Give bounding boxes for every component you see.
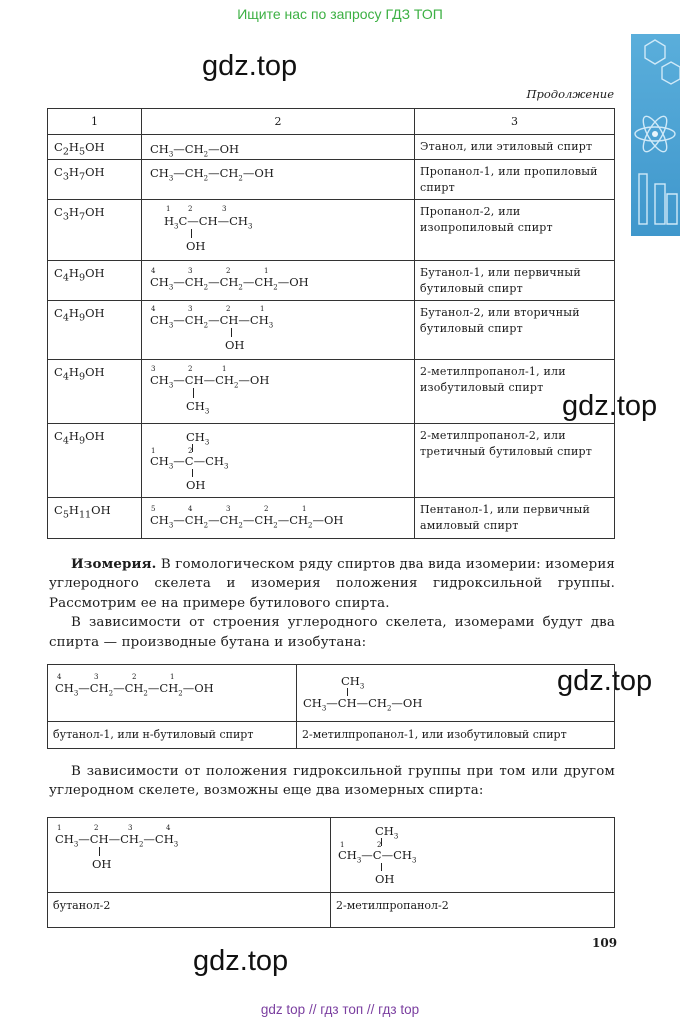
footer-links[interactable]: gdz top // гдз топ // гдз top [260,1002,420,1017]
isomer-label: бутанол-2 [48,893,331,928]
alcohol-name: Пропанол-1, или пропиловый спирт [415,160,615,200]
isomer-label: бутанол-1, или н-бутиловый спирт [48,722,297,749]
search-banner[interactable]: Ищите нас по запросу ГДЗ ТОП [237,6,443,22]
body-text: В гомологическом ряду спиртов два вида изомерии: изомерия углеродного скелета и изомерия положения гидроксильной группы. Рассмотрим ее на примере бутилового спирта. [49,557,615,611]
alcohol-name: 2-метилпропанол-1, или изобутиловый спирт [415,360,615,424]
watermark: gdz.top [193,945,289,977]
isomer-label: 2-метилпропанол-1, или изобутиловый спирт [297,722,615,749]
structural-formula: $CH_3$ $CH_3—CH—CH_2—OH$ [297,665,615,722]
page-number: 109 [592,936,618,950]
structural-formula: $CH_3—CH_2—OH$ [142,135,415,160]
table-row [48,424,615,498]
molecular-formula: $C_5H_{11}OH$ [48,498,142,539]
table-row [48,261,615,301]
isomer-label: 2-метилпропанол-2 [331,893,615,928]
structural-formula: 3 2 1 $CH_3—CH—CH_2—OH$ $CH_3$ [142,360,415,424]
alcohol-name: Пропанол-2, или изопропиловый спирт [415,200,615,261]
watermark: gdz.top [557,665,653,697]
table-row [48,360,615,424]
table-header-row [48,109,615,135]
table-row [48,200,615,261]
alcohol-name: Этанол, или этиловый спирт [415,135,615,160]
col-header: 1 [48,109,142,135]
position-isomers-paragraph [49,762,615,801]
table-row [48,498,615,539]
molecular-formula: $C_3H_7OH$ [48,200,142,261]
watermark: gdz.top [562,390,658,422]
molecular-formula: $C_3H_7OH$ [48,160,142,200]
alcohol-name: Бутанол-2, или вторичный бутиловый спирт [415,301,615,360]
body-text: В зависимости от положения гидроксильной группы при том или другом углеродном скелете, возможны еще два изомерных спирта: [49,764,615,799]
watermark: gdz.top [202,50,298,82]
position-isomers-table [47,817,615,928]
alcohols-table [47,108,615,539]
molecular-formula: $C_4H_9OH$ [48,261,142,301]
structural-formula: 1 2 3 4 $CH_3—CH—CH_2—CH_3$ OH [48,818,331,893]
skeleton-isomers-table [47,664,615,749]
structural-formula: 4 3 2 1 $CH_3—CH_2—CH_2—CH_2—OH$ [142,261,415,301]
table-row [48,301,615,360]
structural-formula: $CH_3—CH_2—CH_2—OH$ [142,160,415,200]
structural-formula: 5 4 3 2 1 $CH_3—CH_2—CH_2—CH_2—CH_2—OH$ [142,498,415,539]
alcohol-name: Бутанол-1, или первичный бутиловый спирт [415,261,615,301]
isomerism-paragraph [49,555,615,652]
structural-formula: 4 3 2 1 $CH_3—CH_2—CH_2—CH_2—OH$ [48,665,297,722]
continuation-label: Продолжение [526,87,614,101]
molecular-formula: $C_4H_9OH$ [48,301,142,360]
table-row [48,135,615,160]
alcohol-name: 2-метилпропанол-2, или третичный бутиловый спирт [415,424,615,498]
body-text: В зависимости от строения углеродного скелета, изомерами будут два спирта — производные бутана и изобутана: [49,615,615,650]
chemistry-decoration-icon [631,34,680,236]
col-header: 2 [142,109,415,135]
table-row [48,160,615,200]
molecular-formula: $C_4H_9OH$ [48,424,142,498]
isomerism-heading: Изомерия. [71,556,157,572]
col-header: 3 [415,109,615,135]
structural-formula: $CH_3$ 1 2 $CH_3—C—CH_3$ OH [142,424,415,498]
molecular-formula: $C_2H_5OH$ [48,135,142,160]
structural-formula: 1 2 3 $H_3C—CH—CH_3$ OH [142,200,415,261]
structural-formula: 4 3 2 1 $CH_3—CH_2—CH—CH_3$ OH [142,301,415,360]
molecular-formula: $C_4H_9OH$ [48,360,142,424]
structural-formula: $CH_3$ 1 2 $CH_3—C—CH_3$ OH [331,818,615,893]
alcohol-name: Пентанол-1, или первичный амиловый спирт [415,498,615,539]
